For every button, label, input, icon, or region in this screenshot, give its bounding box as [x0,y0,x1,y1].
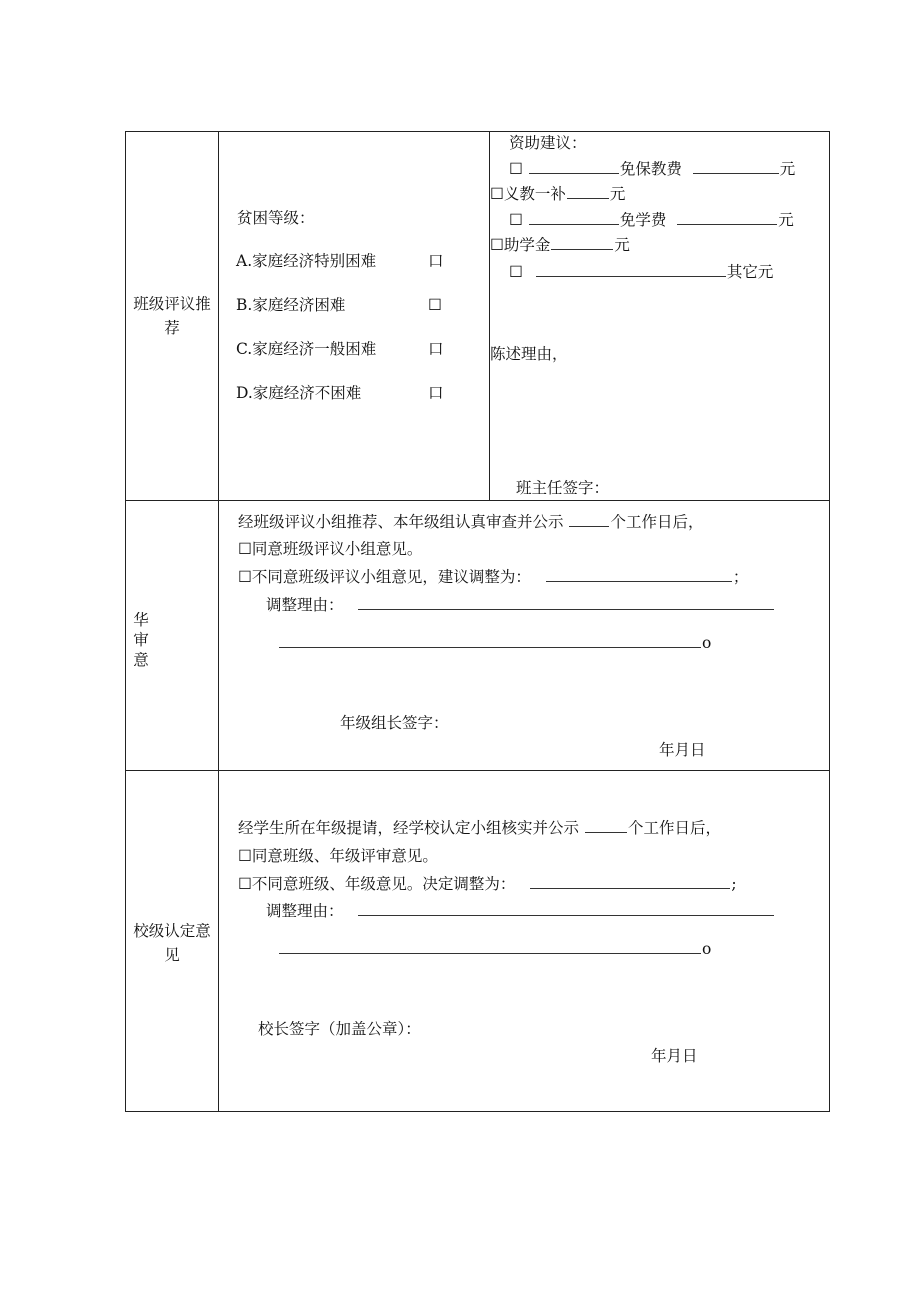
poverty-level-c-label: C.家庭经济一般困难 [236,340,377,358]
section2-label-char1: 华 [133,611,149,629]
section1-label [126,292,218,340]
section2-label-char3: 意 [133,651,149,669]
row-divider-1 [126,500,829,501]
grade-leader-signature: 年级组长签字： [340,714,449,732]
aid-line-grant [490,234,630,256]
section2-reason-label: 调整理由： [266,596,344,614]
statement-reason-label: 陈述理由， [490,345,568,363]
label-column-divider [218,132,219,1111]
section3-disagree-text[interactable]: ☐不同意班级、年级意见。决定调整为： [238,875,516,893]
compulsory-subsidy-unit: 元 [609,185,626,203]
head-teacher-signature: 班主任签字： [516,479,610,497]
section2-agree-option[interactable]: ☐同意班级评议小组意见。 [238,540,423,558]
poverty-level-d-label: D.家庭经济不困难 [236,384,362,402]
poverty-level-b-checkbox[interactable]: ☐ [428,296,442,314]
section2-label [126,610,156,670]
section1-label-line1: 班级评议推 [133,295,211,313]
other-aid-blank[interactable] [536,261,726,277]
grant-amount-blank[interactable] [551,234,613,250]
compulsory-subsidy-amount-blank[interactable] [567,183,609,199]
section3-reason-end: o [702,940,712,958]
fee-waiver-checkbox[interactable]: ☐ [509,160,523,178]
section3-statement [238,817,721,839]
section2-reason-end: o [702,634,712,652]
section2-statement [238,511,703,533]
section3-agree-option[interactable]: ☐同意班级、年级评审意见。 [238,847,438,865]
section3-date: 年月日 [651,1047,698,1065]
section2-adjust-to-blank[interactable] [546,566,732,582]
section2-date: 年月日 [659,741,706,759]
poverty-level-c-checkbox[interactable]: 口 [428,340,444,358]
tuition-waiver-unit: 元 [778,211,794,229]
tuition-waiver-amount-blank[interactable] [677,209,777,225]
section2-label-char2: 审 [133,631,149,649]
grant-text[interactable]: ☐助学金 [490,236,551,254]
grant-unit: 元 [614,236,630,254]
section3-statement-text: 经学生所在年级提请，经学校认定小组核实并公示 [238,819,580,837]
section2-disagree-end: ； [732,568,749,586]
poverty-level-title: 贫困等级： [237,209,315,227]
row-divider-2 [126,770,829,771]
section2-reason-blank1[interactable] [358,594,774,610]
section3-reason-blank2[interactable] [279,938,701,954]
section3-publicity-days-blank[interactable] [585,817,627,833]
section3-label [126,919,218,967]
section3-adjust-to-blank[interactable] [530,873,730,889]
aid-application-form-table [125,131,830,1112]
poverty-level-d-checkbox[interactable]: 口 [428,384,444,402]
poverty-level-a-label: A.家庭经济特别困难 [236,252,377,270]
section2-disagree-text[interactable]: ☐不同意班级评议小组意见，建议调整为： [238,568,531,586]
fee-waiver-amount-blank[interactable] [693,158,779,174]
other-aid-checkbox[interactable]: ☐ [509,263,523,281]
section2-disagree-option [238,566,748,588]
other-aid-text: 其它元 [726,263,774,281]
aid-suggestion-title: 资助建议： [509,134,587,152]
poverty-level-b-label: B.家庭经济困难 [236,296,346,314]
tuition-waiver-text: 免学费 [619,211,667,229]
section3-disagree-end: ; [731,875,737,893]
principal-signature: 校长签字（加盖公章）： [258,1020,421,1038]
tuition-waiver-checkbox[interactable]: ☐ [509,211,523,229]
fee-waiver-unit: 元 [779,160,796,178]
section2-statement-tail: 个工作日后， [610,513,704,531]
section3-label-line1: 校级认定意 [133,922,211,940]
section2-publicity-days-blank[interactable] [569,511,609,527]
aid-line-compulsory-subsidy [490,183,625,205]
aid-line-tuition-waiver [509,209,794,231]
section3-reason-line2 [278,938,711,960]
section1-label-line2: 荐 [164,319,180,337]
section3-disagree-option [238,873,737,895]
section2-statement-text: 经班级评议小组推荐、本年级组认真审查并公示 [238,513,564,531]
compulsory-subsidy-text[interactable]: ☐义教一补 [490,185,566,203]
section3-label-line2: 见 [164,946,180,964]
fee-waiver-text: 免保教费 [619,160,682,178]
section2-reason-line1 [266,594,775,616]
section2-reason-blank2[interactable] [279,632,701,648]
aid-line-fee-waiver [509,158,795,180]
section3-reason-blank1[interactable] [358,900,774,916]
aid-line-other [509,261,773,283]
tuition-waiver-student-blank[interactable] [529,209,619,225]
section2-reason-line2 [278,632,711,654]
section3-statement-tail: 个工作日后， [627,819,721,837]
section3-reason-label: 调整理由： [266,902,344,920]
fee-waiver-student-blank[interactable] [529,158,619,174]
section3-reason-line1 [266,900,775,922]
poverty-level-a-checkbox[interactable]: 口 [428,252,444,270]
